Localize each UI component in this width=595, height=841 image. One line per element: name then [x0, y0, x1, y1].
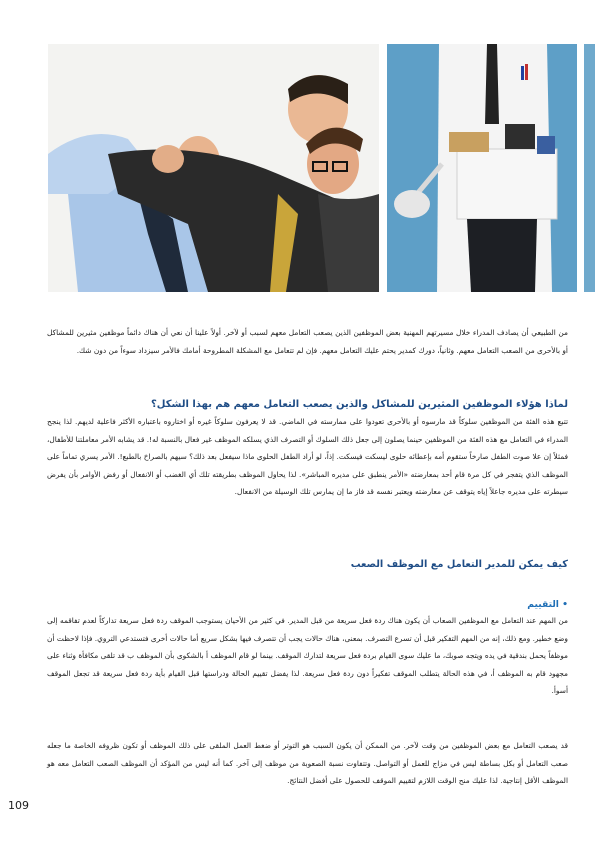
- photo-fired-employee-box: [387, 44, 577, 292]
- heading-manager-handling: كيف يمكن للمدير التعامل مع الموظف الصعب: [350, 559, 568, 570]
- photo-office-fight: [48, 44, 379, 292]
- paragraph-delay: قد يصعب التعامل مع بعض الموظفين من وقت لآخر. من الممكن أن يكون السبب هو التوتر أو ضغط العمل الملقى على ذلك الموظف أو تكون ظروفه الخاصة ما جعله صعب التعامل أو بكل بساطة ليس في مزاج للعمل أو التواصل. وتتفاوت نسبة الصعوبة من موظف إلى آخر. كما أنه ليس من المؤكد أن الموظف الصعب التعامل معه هو الموظف الأقل إنتاجية. لذا عليك منح الوقت اللازم لتقييم الموقف للحصول على أفضل النتائج.: [47, 741, 568, 786]
- photo-edge-fragment: [584, 44, 595, 292]
- heading-main-question: لماذا هؤلاء الموظفين المثيرين للمشاكل والذين يصعب التعامل معهم هم بهذا الشكل؟: [151, 399, 568, 410]
- paragraph-reasons: تتبع هذه الفئة من الموظفين سلوكاً قد مارسوه أو بالأحرى تعودوا على ممارسته في الماضي. قد لا يعرفون سلوكاً غيره أو اختاروه باعتباره الأكثر فاعلية لديهم. لذا ينجح المدراء في التعامل مع هذه الفئة من الموظفين حينما يصلون إلى جعل ذلك السلوك أو التصرف الذي يسلكه الموظف غير فعال بالنسبة له!. قد يشابه الأمر معاملتنا للأطفال، فمثلاً إن علا صوت الطفل صارخاً ستقوم أمه بإعطائه حلوى ليسكت فيسكت. إذاً، لو أراد الطفل الحلوى ماذا سيفعل بعد ذلك؟ سيهم بالصراخ بالطبع!. الأمر يسري تماماً على الموظف الذي يتفجر في كل مرة قام أحد بمعارضته «الأمر ينطبق على مديره المباشر». لذا يحاول الموظف بطريقته تلك أي الغضب أو الانفعال أو رفض الأوامر بأن يفرض سيطرته على مديره جاعلاً إياه يتوقف عن معارضته ويعتبر نفسه قد فاز ما إن يمارس تلك الوسيلة من الانفعال.: [47, 417, 568, 497]
- paragraph-evaluation: من المهم عند التعامل مع الموظفين الصعاب أن يكون هناك ردة فعل سريعة من قبل المدير. في كثير من الأحيان يستوجب الموقف ردة فعل سريعة تداركاً لعدم تفاقمه إلى وضع خطير. ومع ذلك، إنه من المهم التفكير قبل أن تسرع التصرف. بمعنى، هناك حالات يجب أن تتصرف فيها بشكل سريع أما حالات أخرى فتستدعي التروي. فإذا لاحظت أن موظفاً يحمل بندقية في يده ويتجه صوبك، ما عليك سوى القيام بردة فعل سريعة لتدارك الموقف. بينما لو قام الموظف أ بالشكوى بأن الموظف ب قد تلقى مكافأة وثناء على مجهود قام به الموظف أ، في هذه الحالة يتطلب الموقف تفكيراً دون ردة فعل سريعة. لذا يفضل تقييم الحالة ودراستها قبل القيام بأية ردة فعل سريعة قد تجعل الموقف أسوأ.: [47, 616, 568, 696]
- heading-evaluation: • التقييم: [527, 599, 568, 610]
- paragraph-intro: من الطبيعي أن يصادف المدراء خلال مسيرتهم المهنية بعض الموظفين الذين يصعب التعامل معهم لسبب أو لآخر. أولاً علينا أن نعي أن هناك دائماً موظفين مثيرين للمشاكل أو بالأحرى من الصعب التعامل معهم. وثانياً، دورك كمدير يحتم عليك التعامل معهم. فإن لم تتعامل مع المشكلة المطروحة أمامك فالأمر سيزداد سوءاً من دون شك.: [47, 328, 568, 355]
- page-number: 109: [8, 799, 29, 812]
